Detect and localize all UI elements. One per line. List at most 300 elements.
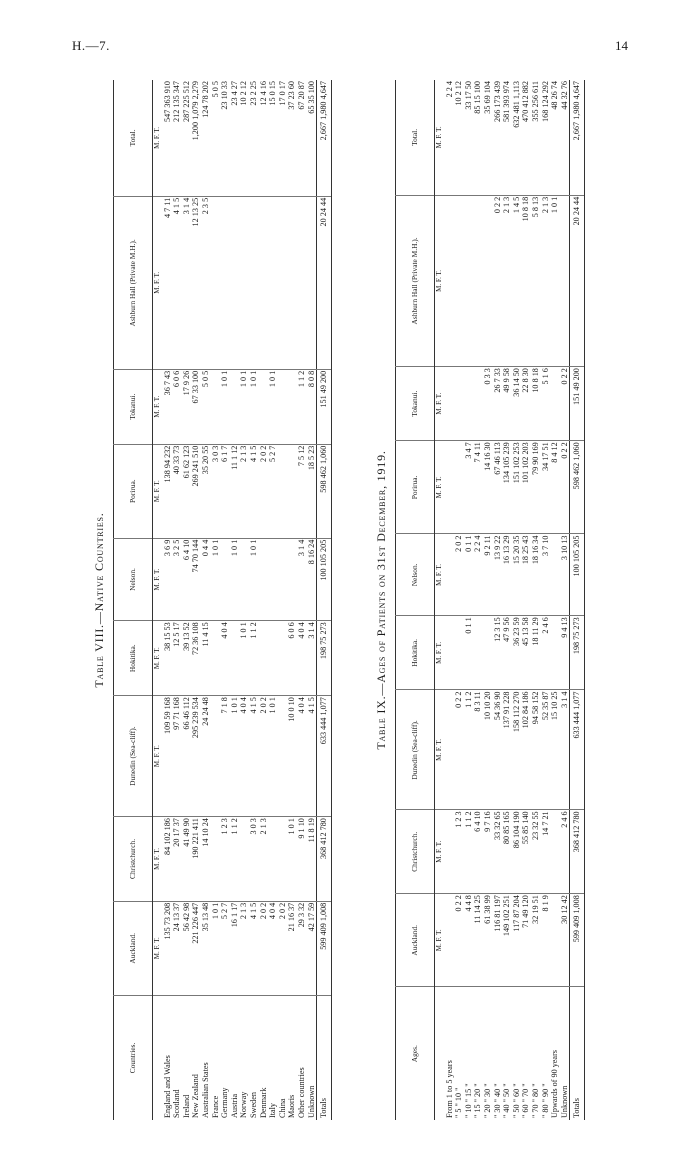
table-cell: 4 1 5 (249, 901, 259, 995)
table-cell: 1,200 1,079 2,279 (191, 81, 201, 141)
row-label: Norway (239, 995, 249, 1120)
table-row (287, 80, 297, 1120)
table-row (483, 80, 493, 1120)
table-cell (445, 690, 455, 810)
table-cell (278, 621, 288, 696)
table-cell: 11 14 25 (473, 894, 483, 987)
table-cell (550, 616, 560, 690)
table-cell: 6 4 10 (182, 538, 192, 621)
table-cell: 269 241 510 (191, 444, 201, 538)
table-cell: 2 0 2 (259, 901, 269, 995)
table-cell: 3 0 3 (211, 444, 221, 538)
row-label: " 70 " 80 " (531, 987, 541, 1120)
table-cell: 13 9 22 (493, 534, 503, 616)
table-cell (550, 367, 560, 441)
table-cell: 3 1 4 (307, 621, 317, 696)
table-cell: 295 239 534 (191, 696, 201, 817)
subheader-cell: M. F. T. (435, 894, 445, 987)
totals-cell: 633 444 1,077 (317, 696, 332, 817)
table-cell: 0 2 2 (493, 195, 503, 366)
totals-cell: 633 444 1,077 (570, 690, 585, 810)
table-cell: 1 0 1 (230, 538, 240, 621)
table-cell: 0 2 2 (560, 367, 570, 441)
table-cell: 36 14 50 (512, 367, 522, 441)
row-label: " 30 " 40 " (493, 987, 503, 1120)
table-cell (445, 367, 455, 441)
table-cell: 61 62 123 (182, 444, 192, 538)
table-row (172, 80, 182, 1120)
table-cell: 16 1 17 (230, 901, 240, 995)
table-cell: 1 1 2 (464, 690, 474, 810)
table-cell: 32 19 51 (531, 894, 541, 987)
table-cell (445, 195, 455, 366)
table-cell: 6 4 10 (473, 810, 483, 894)
table-cell: 18 16 34 (531, 534, 541, 616)
column-header: Christchurch. (114, 817, 153, 902)
table-cell: 4 0 4 (239, 696, 249, 817)
totals-cell: 20 24 44 (317, 196, 332, 369)
table-cell: 72 36 108 (191, 621, 201, 696)
table-cell: 1 1 2 (464, 810, 474, 894)
table-cell: 2 1 3 (502, 195, 512, 366)
row-label: " 15 " 20 " (473, 987, 483, 1120)
table-cell: 23 2 25 (248, 81, 258, 106)
table-cell: 2 2 4 (473, 534, 483, 616)
table-cell (287, 196, 297, 369)
table-cell: 7 1 8 (220, 696, 230, 817)
table-cell (239, 817, 249, 902)
subheader-cell: M. F. T. (153, 696, 163, 817)
table-cell (259, 369, 269, 444)
totals-row (570, 80, 585, 1120)
table-cell: 5 0 5 (210, 81, 220, 98)
table-cell: 8 4 12 (550, 441, 560, 534)
table-cell: 116 81 197 (493, 894, 503, 987)
table-cell: 56 42 98 (182, 901, 192, 995)
table-cell: 35 13 48 (201, 901, 211, 995)
table-cell: 3 0 3 (249, 817, 259, 902)
table-cell: 7 4 11 (473, 441, 483, 534)
table-row (307, 80, 317, 1120)
table-cell (278, 696, 288, 817)
row-label: Italy (268, 995, 278, 1120)
table-cell: 35 69 104 (482, 81, 492, 114)
subheader-row (435, 80, 445, 1120)
table-cell (230, 369, 240, 444)
table-cell: 266 173 439 (492, 81, 502, 122)
table-cell: 1 4 5 (512, 195, 522, 366)
table-cell: 4 1 5 (307, 696, 317, 817)
totals-cell: 100 105 205 (570, 534, 585, 616)
table-cell: 138 94 232 (163, 444, 173, 538)
table-cell: 37 23 60 (287, 81, 297, 110)
table-cell: 2 3 5 (201, 196, 211, 369)
table-row (445, 80, 455, 1120)
row-label: Australian States (201, 995, 211, 1120)
table-row (211, 80, 221, 1120)
table-cell: 15 0 15 (268, 81, 278, 106)
table-cell: 66 46 112 (182, 696, 192, 817)
table-cell: 23 10 33 (220, 81, 230, 110)
table-cell: 134 105 239 (502, 441, 512, 534)
row-label: Scotland (172, 995, 182, 1120)
table-cell: 221 226 447 (191, 901, 201, 995)
table-cell: 1 2 3 (454, 810, 464, 894)
table-cell: 3 6 9 (163, 538, 173, 621)
table-cell: 4 4 8 (464, 894, 474, 987)
table-cell: 2 2 4 (444, 81, 454, 98)
table-cell: 16 13 29 (502, 534, 512, 616)
table-cell (211, 196, 221, 369)
row-label: From 1 to 5 years (445, 987, 455, 1120)
table-cell: 26 7 33 (493, 367, 503, 441)
table-cell: 21 16 37 (287, 901, 297, 995)
table-cell: 168 124 292 (540, 81, 550, 122)
table-cell (239, 196, 249, 369)
table-cell: 117 87 204 (512, 894, 522, 987)
table-row (493, 80, 503, 1120)
table-cell: 39 13 52 (182, 621, 192, 696)
column-header: Hokitika. (114, 621, 153, 696)
table-cell: 151 102 253 (512, 441, 522, 534)
table-cell: 6 0 6 (172, 369, 182, 444)
table-cell: 7 5 12 (297, 444, 307, 538)
table-cell: 11 1 12 (230, 444, 240, 538)
table-cell: 65 35 100 (306, 81, 316, 114)
table-cell: 4 7 11 (163, 196, 173, 369)
table-cell: 4 0 4 (297, 621, 307, 696)
totals-cell: 368 412 780 (570, 810, 585, 894)
table-row (191, 80, 201, 1120)
table-cell: 40 33 73 (172, 444, 182, 538)
table-cell: 47 9 56 (502, 616, 512, 690)
table-cell: 71 49 120 (521, 894, 531, 987)
table-cell: 8 0 8 (307, 369, 317, 444)
table-cell: 84 102 186 (163, 817, 173, 902)
table-cell: 23 4 27 (229, 81, 239, 106)
table-cell (307, 196, 317, 369)
table-cell (445, 616, 455, 690)
table-cell: 94 58 152 (531, 690, 541, 810)
table-cell: 190 221 411 (191, 817, 201, 902)
table-row (550, 80, 560, 1120)
row-label: Ireland (182, 995, 192, 1120)
table-cell (220, 196, 230, 369)
table-cell: 212 135 347 (172, 81, 182, 122)
table-cell: 3 1 4 (560, 690, 570, 810)
table-cell: 109 59 168 (163, 696, 173, 817)
column-header: Total. (114, 80, 153, 196)
table-cell: 18 11 29 (531, 616, 541, 690)
subheader-cell: M. F. T. (153, 538, 163, 621)
table-cell (249, 196, 259, 369)
column-header: Dunedin (Sea-cliff). (114, 696, 153, 817)
table-cell (268, 817, 278, 902)
row-label: " 60 " 70 " (521, 987, 531, 1120)
table-cell (278, 369, 288, 444)
table-cell: 1 0 1 (239, 621, 249, 696)
table-cell (268, 196, 278, 369)
table-cell (220, 538, 230, 621)
table-cell: 80 85 165 (502, 810, 512, 894)
table-cell (464, 367, 474, 441)
table-ix (374, 80, 585, 1120)
table-cell: 34 17 51 (541, 441, 551, 534)
table-cell: 1 2 3 (220, 817, 230, 902)
table-cell: 49 9 58 (502, 367, 512, 441)
table-cell: 355 256 611 (530, 81, 540, 122)
subheader-blank (153, 995, 163, 1120)
table-row (512, 80, 522, 1120)
table-row (163, 80, 173, 1120)
table-cell: 33 32 65 (493, 810, 503, 894)
table-cell (445, 810, 455, 894)
table-cell: 3 4 7 (464, 441, 474, 534)
table-cell (230, 196, 240, 369)
table-cell: 8 16 24 (307, 538, 317, 621)
row-label: New Zealand (191, 995, 201, 1120)
table-cell (550, 534, 560, 616)
table-cell: 15 10 25 (550, 690, 560, 810)
table-cell: 9 1 10 (297, 817, 307, 902)
table-cell: 67 46 113 (493, 441, 503, 534)
table-cell: 10 8 18 (521, 195, 531, 366)
table-cell: 14 10 24 (201, 817, 211, 902)
table-cell (278, 817, 288, 902)
table-cell (550, 894, 560, 987)
totals-cell: 368 412 780 (317, 817, 332, 902)
row-label: England and Wales (163, 995, 173, 1120)
first-column-header: Countries. (114, 995, 153, 1120)
table-row (201, 80, 211, 1120)
table-cell (278, 444, 288, 538)
column-header: Tokanui. (396, 367, 435, 441)
column-header: Porirua. (114, 444, 153, 538)
table-cell: 14 7 21 (541, 810, 551, 894)
subheader-cell: M. F. T. (153, 817, 163, 902)
table-cell (211, 817, 221, 902)
subheader-cell: M. F. T. (153, 126, 161, 149)
row-label: " 20 " 30 " (483, 987, 493, 1120)
row-label: France (211, 995, 221, 1120)
table-cell: 30 12 42 (560, 894, 570, 987)
table-cell: 12 3 15 (493, 616, 503, 690)
table-cell (550, 810, 560, 894)
table-row (560, 80, 570, 1120)
column-header: Tokanui. (114, 369, 153, 444)
table-row (220, 80, 230, 1120)
table-cell: 3 1 4 (182, 196, 192, 369)
table-cell (211, 621, 221, 696)
table-cell: 74 70 144 (191, 538, 201, 621)
table-cell: 48 26 74 (550, 81, 560, 110)
table-cell: 135 73 208 (163, 901, 173, 995)
table-cell: 149 102 251 (502, 894, 512, 987)
table-cell: 3 1 4 (297, 538, 307, 621)
table-row (541, 80, 551, 1120)
table-cell: 24 13 37 (172, 901, 182, 995)
table-cell: 5 2 7 (220, 901, 230, 995)
table-cell: 12 4 16 (258, 81, 268, 106)
table-cell: 5 8 13 (531, 195, 541, 366)
totals-cell: 198 75 273 (317, 621, 332, 696)
table-viii-title: Table VIII.—Native Countries. (92, 512, 106, 688)
table-cell (560, 195, 570, 366)
table-cell (473, 367, 483, 441)
totals-cell: 598 462 1,060 (317, 444, 332, 538)
totals-cell: 100 105 205 (317, 538, 332, 621)
table-cell: 1 0 1 (230, 696, 240, 817)
header-row (114, 80, 153, 1120)
table-row (278, 80, 288, 1120)
table-cell: 2 4 6 (560, 810, 570, 894)
table-row (454, 80, 464, 1120)
table-cell: 287 225 512 (181, 81, 191, 122)
table-cell: 2 1 3 (541, 195, 551, 366)
row-label: Sweden (249, 995, 259, 1120)
table-cell: 632 481 1,113 (511, 81, 521, 128)
table-cell: 1 1 2 (249, 621, 259, 696)
table-cell (454, 367, 464, 441)
column-header: Ashburn Hall (Private M.H.). (396, 195, 435, 366)
row-label: Austria (230, 995, 240, 1120)
table-cell (230, 621, 240, 696)
subheader-cell: M. F. T. (435, 810, 445, 894)
table-cell: 4 0 4 (297, 696, 307, 817)
table-cell: 2 0 2 (278, 901, 288, 995)
subheader-cell: M. F. T. (153, 621, 163, 696)
table-cell: 1 1 2 (230, 817, 240, 902)
table-row (259, 80, 269, 1120)
table-cell: 10 8 18 (531, 367, 541, 441)
table-cell: 3 7 10 (541, 534, 551, 616)
table-cell: 0 1 1 (464, 534, 474, 616)
table-cell: 24 24 48 (201, 696, 211, 817)
table-viii (92, 80, 332, 1120)
column-header: Auckland. (396, 894, 435, 987)
table-row (531, 80, 541, 1120)
table-cell: 8 3 11 (473, 690, 483, 810)
table-cell: 137 91 228 (502, 690, 512, 810)
table-cell (211, 369, 221, 444)
table-cell (259, 621, 269, 696)
table-cell: 4 0 4 (220, 621, 230, 696)
subheader-cell: M. F. T. (435, 616, 445, 690)
table-cell: 9 7 16 (483, 810, 493, 894)
table-cell: 12 5 17 (172, 621, 182, 696)
table-cell: 23 32 55 (531, 810, 541, 894)
table-cell: 18 25 43 (521, 534, 531, 616)
table-cell: 44 32 76 (559, 81, 569, 110)
table-cell (268, 538, 278, 621)
table-cell: 547 363 910 (162, 81, 172, 122)
table-cell: 101 102 203 (521, 441, 531, 534)
table-cell (287, 369, 297, 444)
column-header: Porirua. (396, 441, 435, 534)
table-cell: 1 0 1 (211, 901, 221, 995)
table-cell (259, 196, 269, 369)
table-cell: 4 0 4 (268, 901, 278, 995)
totals-label: Totals (570, 987, 585, 1120)
column-header: Dunedin (Sea-cliff). (396, 690, 435, 810)
table-cell: 1 0 1 (287, 817, 297, 902)
table-cell: 0 3 3 (483, 367, 493, 441)
totals-cell: 198 75 273 (570, 616, 585, 690)
table-cell (445, 534, 455, 616)
table-cell: 4 1 5 (249, 444, 259, 538)
table-cell: 581 393 974 (502, 81, 512, 122)
table-cell: 0 1 1 (464, 616, 474, 690)
row-label: Denmark (259, 995, 269, 1120)
table-cell: 11 8 19 (307, 817, 317, 902)
ages-of-patients-table (395, 80, 585, 1120)
table-cell: 20 17 37 (172, 817, 182, 902)
table-cell: 158 112 270 (512, 690, 522, 810)
table-cell: 41 49 90 (182, 817, 192, 902)
table-cell: 9 2 11 (483, 534, 493, 616)
table-ix-title: Table IX.—Ages of Patients on 31st December, 1919. (374, 450, 388, 750)
table-cell: 1 0 1 (220, 369, 230, 444)
table-cell: 2 1 3 (259, 817, 269, 902)
first-column-header: Ages. (396, 987, 435, 1120)
table-cell: 54 36 90 (493, 690, 503, 810)
subheader-cell: M. F. T. (153, 444, 163, 538)
table-cell: 79 90 169 (531, 441, 541, 534)
column-header: Nelson. (396, 534, 435, 616)
table-row (249, 80, 259, 1120)
table-cell: 10 2 12 (454, 81, 464, 106)
table-row (473, 80, 483, 1120)
row-label: Maoris (287, 995, 297, 1120)
subheader-cell: M. F. T. (153, 196, 163, 369)
table-row (230, 80, 240, 1120)
table-cell: 0 2 2 (560, 441, 570, 534)
row-label: " 50 " 60 " (512, 987, 522, 1120)
row-label: Unknown (307, 995, 317, 1120)
table-cell: 1 0 1 (239, 369, 249, 444)
subheader-row (153, 80, 163, 1120)
table-cell: 2 4 6 (541, 616, 551, 690)
table-cell: 86 104 190 (512, 810, 522, 894)
subheader-cell: M. F. T. (435, 195, 445, 366)
table-cell (473, 616, 483, 690)
row-label: Germany (220, 995, 230, 1120)
table-cell: 1 0 1 (211, 538, 221, 621)
totals-cell: 2,667 1,980 4,647 (570, 80, 585, 195)
table-cell (445, 441, 455, 534)
table-cell: 4 1 5 (172, 196, 182, 369)
row-label: " 80 " 90 " (541, 987, 551, 1120)
table-cell: 35 20 55 (201, 444, 211, 538)
row-label: Unknown (560, 987, 570, 1120)
subheader-cell: M. F. T. (435, 690, 445, 810)
table-cell: 0 2 2 (454, 894, 464, 987)
page-number: 14 (615, 38, 628, 53)
table-cell: 3 2 5 (172, 538, 182, 621)
native-countries-table (113, 80, 332, 1120)
table-cell: 17 0 17 (277, 81, 287, 106)
table-cell: 5 1 6 (541, 367, 551, 441)
table-cell: 1 1 2 (297, 369, 307, 444)
table-cell (259, 538, 269, 621)
subheader-cell: M. F. T. (435, 367, 445, 441)
table-cell (454, 616, 464, 690)
table-cell (445, 894, 455, 987)
subheader-cell: M. F. T. (435, 534, 445, 616)
column-header: Total. (396, 80, 435, 195)
table-cell (278, 538, 288, 621)
column-header: Auckland. (114, 901, 153, 995)
